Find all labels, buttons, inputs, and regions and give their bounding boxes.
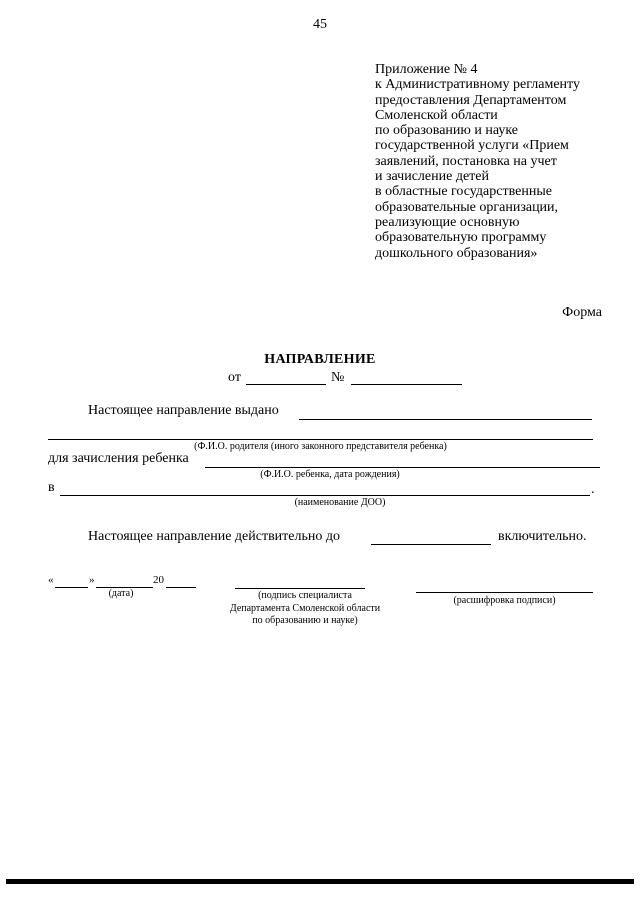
signature-caption-line: по образованию и науке) — [252, 615, 358, 626]
year-field[interactable] — [166, 587, 196, 588]
appendix-line: по образованию и науке — [375, 123, 519, 139]
appendix-line: Смоленской области — [375, 107, 498, 123]
institution-label: в — [48, 480, 55, 495]
signature-decryption-field[interactable] — [416, 592, 593, 593]
signature-caption-line: (подпись специалиста — [258, 590, 352, 601]
appendix-line: и зачисление детей — [375, 169, 489, 185]
validity-label: Настоящее направление действительно до — [88, 529, 340, 544]
appendix-line: в областные государственные — [375, 184, 552, 200]
number-label: № — [331, 370, 345, 385]
signature-field[interactable] — [235, 588, 365, 589]
date-field[interactable] — [246, 384, 326, 385]
number-field[interactable] — [351, 384, 462, 385]
signature-caption-line: Департамента Смоленской области — [229, 602, 381, 614]
form-label: Форма — [562, 305, 602, 320]
year-prefix: 20 — [153, 574, 164, 586]
issued-to-label: Настоящее направление выдано — [88, 403, 279, 418]
appendix-line: образовательные организации, — [375, 199, 559, 215]
appendix-line: Приложение № 4 — [375, 62, 478, 77]
from-label: от — [228, 370, 241, 385]
page-number: 45 — [313, 17, 327, 32]
validity-suffix: включительно. — [498, 529, 587, 544]
date-caption: (дата) — [108, 588, 134, 599]
parent-name-caption: (Ф.И.О. родителя (иного законного представителя ребенка) — [194, 441, 447, 452]
appendix-line: к Административному регламенту — [375, 77, 580, 93]
institution-caption: (наименование ДОО) — [294, 497, 386, 508]
decryption-caption: (расшифровка подписи) — [453, 595, 556, 606]
parent-name-field[interactable] — [48, 439, 593, 440]
child-name-field[interactable] — [205, 467, 600, 468]
date-open-quote: « — [48, 574, 54, 586]
appendix-line: предоставления Департаментом — [375, 92, 567, 108]
appendix-line: реализующие основную — [375, 214, 520, 230]
date-close-quote: » — [89, 574, 95, 586]
bottom-border — [6, 879, 634, 884]
appendix-line: заявлений, постановка на учет — [375, 153, 557, 169]
appendix-header — [375, 62, 580, 261]
child-label: для зачисления ребенка — [48, 451, 189, 466]
issued-to-field[interactable] — [299, 419, 592, 420]
day-field[interactable] — [55, 587, 88, 588]
appendix-line: государственной услуги «Прием — [375, 138, 569, 154]
child-name-caption: (Ф.И.О. ребенка, дата рождения) — [260, 469, 400, 480]
appendix-line: образовательную программу — [375, 230, 547, 246]
signature-caption — [205, 590, 405, 628]
appendix-line: дошкольного образования» — [375, 245, 538, 261]
institution-end-mark: . — [591, 482, 595, 497]
institution-field[interactable] — [60, 495, 590, 496]
document-title: НАПРАВЛЕНИЕ — [264, 352, 376, 367]
validity-date-field[interactable] — [371, 544, 491, 545]
